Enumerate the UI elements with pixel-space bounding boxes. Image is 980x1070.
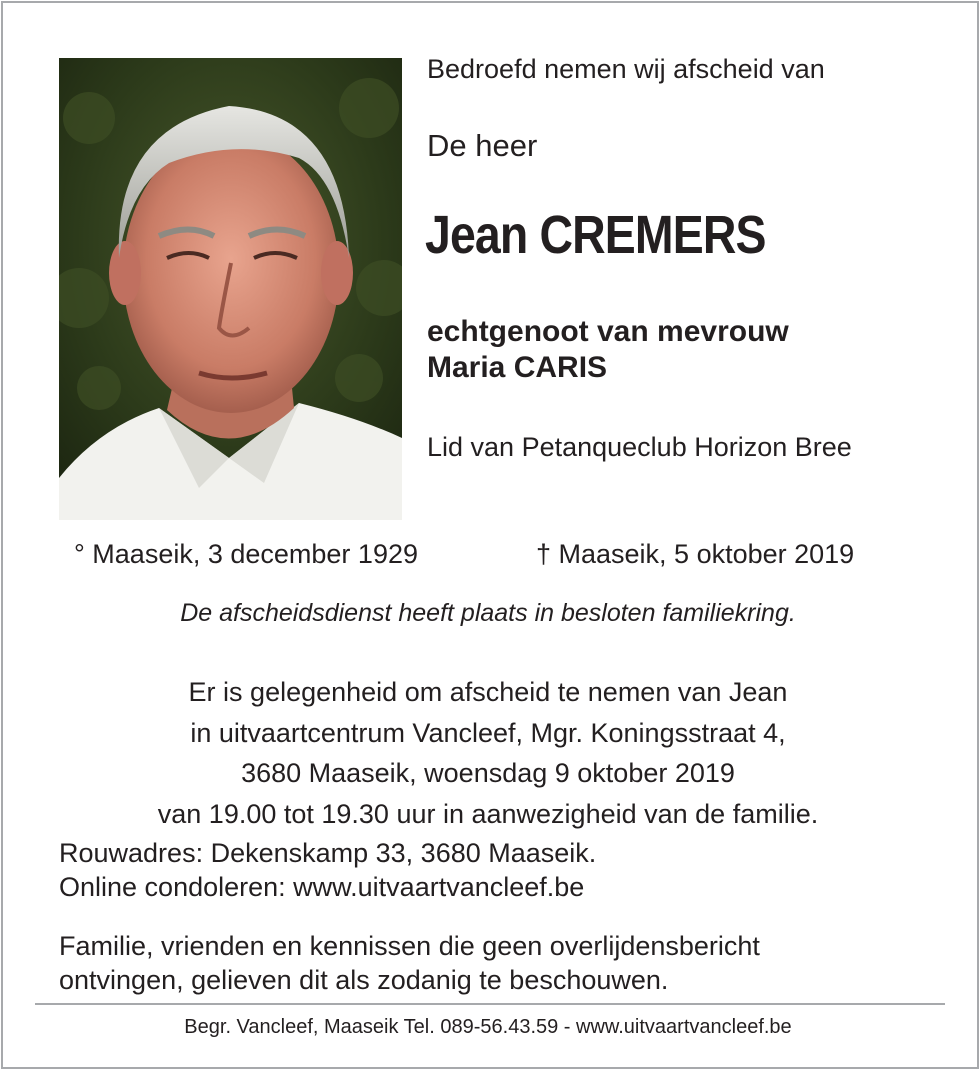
- birth-date: ° Maaseik, 3 december 1929: [74, 539, 418, 569]
- portrait-photo: [59, 58, 402, 520]
- visitation-line: van 19.00 tot 19.30 uur in aanwezigheid van de familie.: [157, 798, 819, 829]
- contact-info: [59, 836, 596, 904]
- spouse-line-1: echtgenoot van mevrouw: [427, 315, 789, 348]
- notice-line-2: ontvingen, gelieven dit als zodanig te beschouwen.: [59, 965, 669, 995]
- ceremony-note: De afscheidsdienst heeft plaats in besloten familiekring.: [180, 599, 796, 627]
- honorific-title: De heer: [427, 128, 538, 163]
- notice-text: [59, 929, 760, 997]
- visitation-line: 3680 Maaseik, woensdag 9 oktober 2019: [241, 758, 735, 788]
- footer-divider: [35, 1003, 945, 1005]
- online-condolences: Online condoleren: www.uitvaartvancleef.be: [59, 872, 585, 902]
- funeral-home-footer: Begr. Vancleef, Maaseik Tel. 089-56.43.59 - www.uitvaartvancleef.be: [184, 1016, 792, 1038]
- deceased-name: Jean CREMERS: [425, 205, 766, 265]
- club-membership: Lid van Petanqueclub Horizon Bree: [427, 432, 852, 462]
- intro-text: Bedroefd nemen wij afscheid van: [427, 54, 825, 84]
- death-date: † Maaseik, 5 oktober 2019: [536, 539, 855, 569]
- mourning-address: Rouwadres: Dekenskamp 33, 3680 Maaseik.: [59, 838, 597, 868]
- visitation-line: in uitvaartcentrum Vancleef, Mgr. Koningsstraat 4,: [190, 717, 786, 748]
- spouse-line-2: Maria CARIS: [427, 351, 608, 384]
- visitation-line: Er is gelegenheid om afscheid te nemen van Jean: [188, 677, 788, 707]
- spouse-info: [427, 314, 789, 386]
- visitation-info: [0, 672, 976, 834]
- notice-line-1: Familie, vrienden en kennissen die geen overlijdensbericht: [59, 931, 760, 961]
